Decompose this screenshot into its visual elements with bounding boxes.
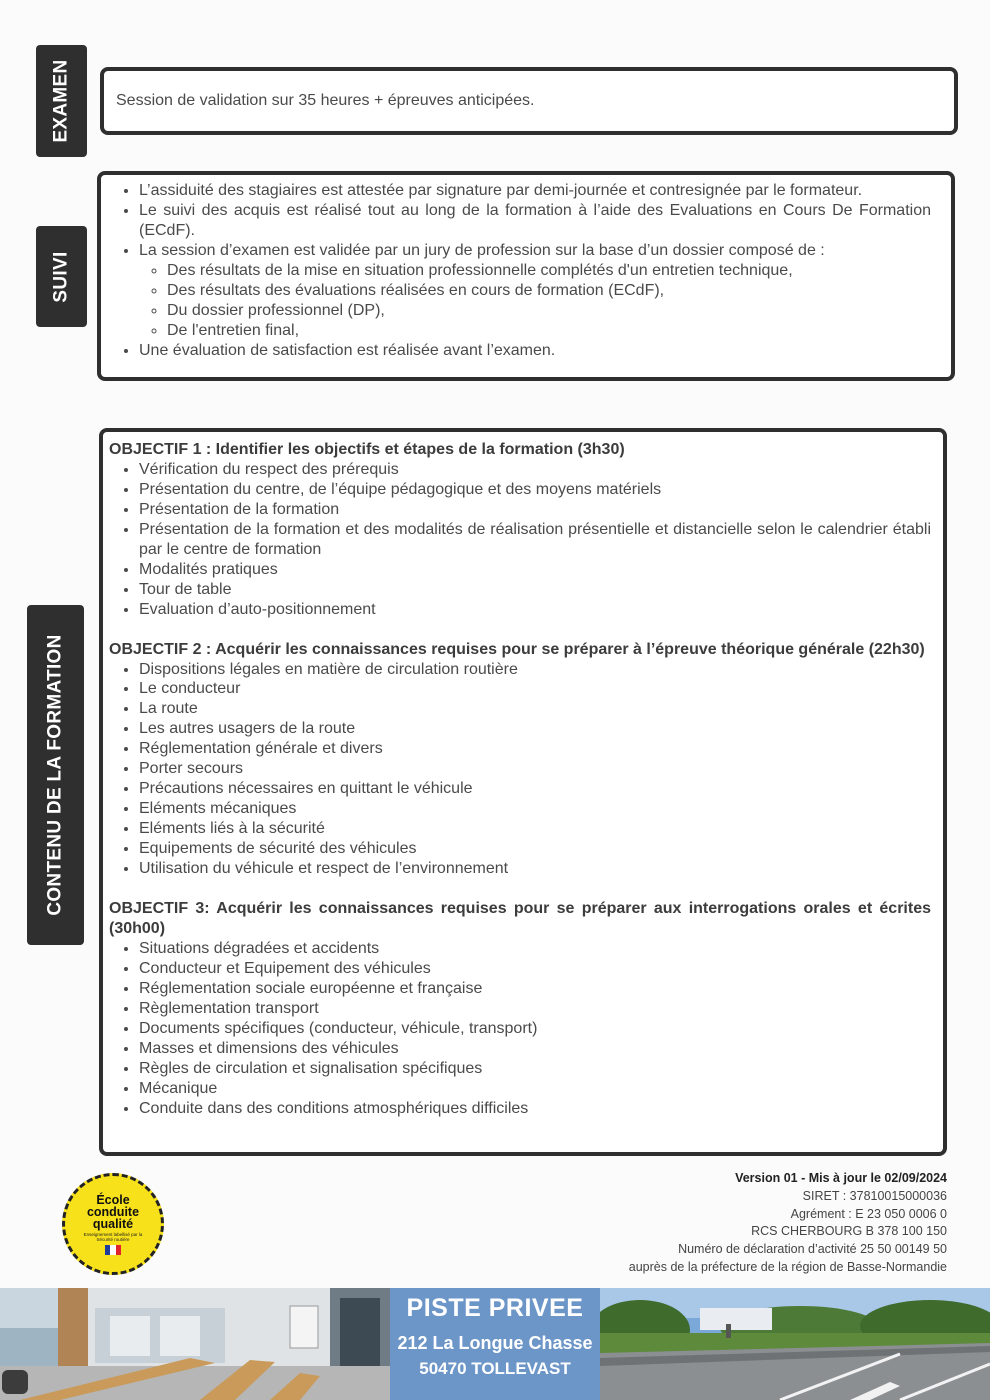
list-item: • Règles de circulation et signalisation spécifiques (139, 1059, 931, 1079)
list-item: • Tour de table (139, 580, 931, 600)
footer-line: Agrément : E 23 050 0006 0 (790, 1206, 947, 1221)
piste-privee-banner (390, 1288, 600, 1400)
track-photo (600, 1288, 990, 1400)
list-item: • Le suivi des acquis est réalisé tout au long de la formation à l’aide des Evaluations en Cours De Formation (ECdF). (139, 201, 931, 241)
footer-line: Numéro de déclaration d’activité 25 50 00149 50 (678, 1242, 947, 1257)
suivi-tab (36, 226, 87, 327)
banner-address-line: 212 La Longue Chasse (397, 1333, 593, 1353)
sub-list-item: ◦ De l'entretien final, (167, 321, 931, 341)
list-item: • Vérification du respect des prérequis (139, 460, 931, 480)
list-item: • Mécanique (139, 1079, 931, 1099)
list-item: • Présentation de la formation et des modalités de réalisation présentielle et distancielle selon le calendrier établi par le centre de formation (139, 520, 931, 560)
objective-2-list (109, 660, 931, 879)
suivi-box (97, 171, 955, 381)
badge-title-line: École (96, 1192, 130, 1207)
badge-title-line: qualité (92, 1216, 134, 1231)
sub-list-item: ◦ Des résultats de la mise en situation professionnelle complétés d'un entretien technique, (167, 261, 931, 281)
contenu-box (99, 428, 947, 1156)
list-item: • Eléments liés à la sécurité (139, 819, 931, 839)
contenu-tab (27, 605, 84, 945)
list-item: • Conducteur et Equipement des véhicules (139, 959, 931, 979)
list-item: • Evaluation d’auto-positionnement (139, 600, 931, 620)
footer-line: SIRET : 37810015000036 (802, 1188, 947, 1203)
examen-text: Session de validation sur 35 heures + épreuves anticipées. (116, 92, 535, 109)
list-item: • Réglementation générale et divers (139, 739, 931, 759)
list-item: • Utilisation du véhicule et respect de l’environnement (139, 859, 931, 879)
footer-line: RCS CHERBOURG B 378 100 150 (751, 1224, 947, 1239)
objective-3-list (109, 939, 931, 1119)
list-item: • Le conducteur (139, 679, 931, 699)
list-item: • Conduite dans des conditions atmosphériques difficiles (139, 1099, 931, 1119)
list-item (139, 241, 931, 341)
examen-tab (36, 45, 87, 157)
list-item: • Présentation du centre, de l’équipe pédagogique et des moyens matériels (139, 480, 931, 500)
suivi-tab-label: SUIVI (50, 250, 72, 303)
list-item: • Equipements de sécurité des véhicules (139, 839, 931, 859)
sub-list-item: ◦ Du dossier professionnel (DP), (167, 301, 931, 321)
french-flag-icon (105, 1245, 121, 1255)
list-item: • Eléments mécaniques (139, 799, 931, 819)
list-item: • Précautions nécessaires en quittant le véhicule (139, 779, 931, 799)
footer-line: auprès de la préfecture de la région de Basse-Normandie (628, 1259, 947, 1274)
contenu-tab-label: CONTENU DE LA FORMATION (44, 634, 66, 916)
sub-list-item: ◦ Des résultats des évaluations réalisées en cours de formation (ECdF), (167, 281, 931, 301)
list-item: • Masses et dimensions des véhicules (139, 1039, 931, 1059)
objective-1-list (109, 460, 931, 620)
list-item: • L’assiduité des stagiaires est attestée par signature par demi-journée et contresignée par le formateur. (139, 181, 931, 201)
list-item: • Modalités pratiques (139, 560, 931, 580)
classroom-photo (0, 1288, 390, 1400)
list-item: • Règlementation transport (139, 999, 931, 1019)
footer-info (629, 1170, 947, 1277)
objective-2-title: OBJECTIF 2 : Acquérir les connaissances requises pour se préparer à l’épreuve théorique générale (22h30) (109, 640, 925, 658)
badge-subtitle: Enseignement labellisé par la Sécurité routière (83, 1231, 143, 1242)
ecole-conduite-qualite-logo (62, 1173, 164, 1275)
list-item: • Porter secours (139, 759, 931, 779)
list-item: • Présentation de la formation (139, 500, 931, 520)
list-item: • Réglementation sociale européenne et française (139, 979, 931, 999)
banner-title: PISTE PRIVEE (406, 1294, 584, 1322)
list-item: • Une évaluation de satisfaction est réalisée avant l’examen. (139, 341, 931, 361)
banner-address-line: 50470 TOLLEVAST (419, 1359, 571, 1378)
examen-box (100, 67, 958, 135)
list-item: • Les autres usagers de la route (139, 719, 931, 739)
version-line: Version 01 - Mis à jour le 02/09/2024 (735, 1171, 947, 1185)
list-item: • La route (139, 699, 931, 719)
list-item-text: La session d’examen est validée par un jury de profession sur la base d’un dossier composé de : (139, 242, 825, 259)
list-item: • Situations dégradées et accidents (139, 939, 931, 959)
examen-tab-label: EXAMEN (50, 59, 72, 143)
list-item: • Documents spécifiques (conducteur, véhicule, transport) (139, 1019, 931, 1039)
objective-3-title: OBJECTIF 3: Acquérir les connaissances requises pour se préparer aux interrogations orales et écrites (30h00) (109, 900, 931, 937)
badge-title-line: conduite (86, 1204, 140, 1219)
list-item: • Dispositions légales en matière de circulation routière (139, 660, 931, 680)
objective-1-title: OBJECTIF 1 : Identifier les objectifs et étapes de la formation (3h30) (109, 441, 625, 458)
suivi-list (109, 181, 931, 361)
suivi-sub-list (139, 261, 931, 341)
